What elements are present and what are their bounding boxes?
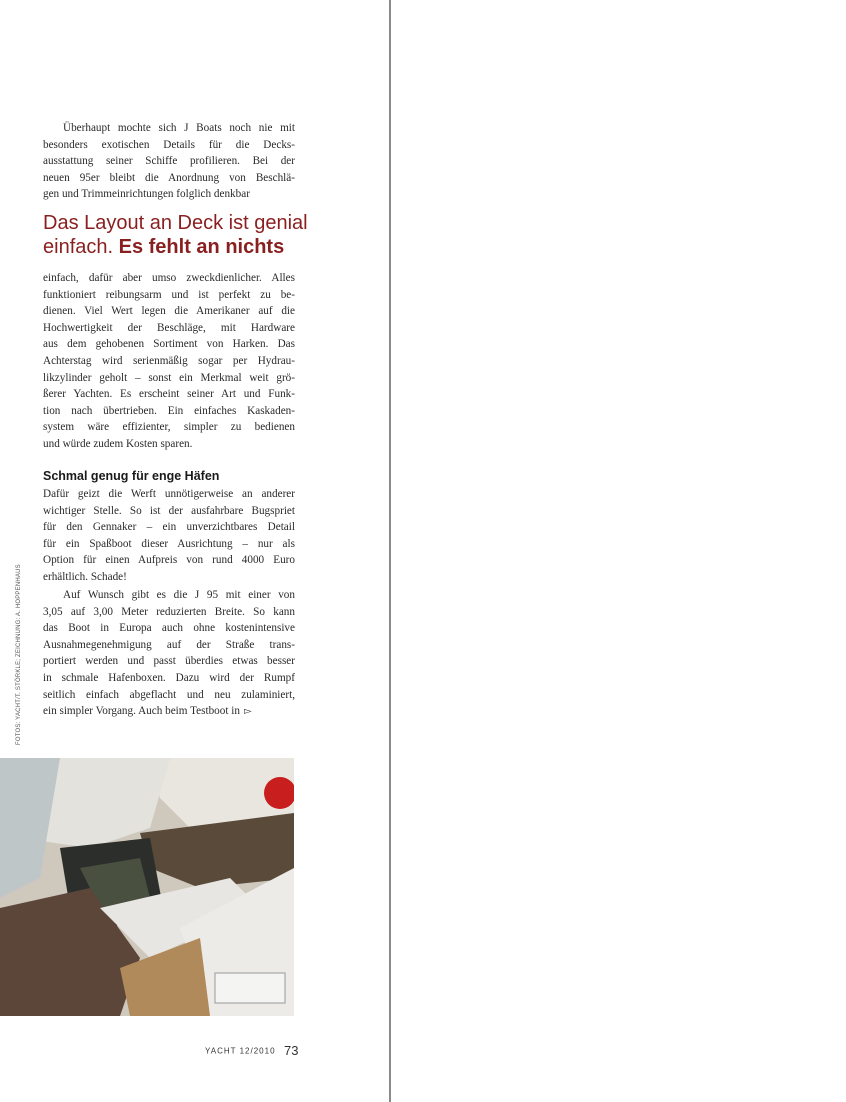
page-footer bbox=[205, 1042, 298, 1060]
continue-arrow-icon: ▻ bbox=[243, 706, 252, 718]
text-line: gen und Trimmeinrichtungen folglich denkbar bbox=[43, 188, 250, 201]
text-line: wichtiger Stelle. So ist der ausfahrbare Bugspriet bbox=[43, 504, 295, 517]
engine-photo-illustration bbox=[0, 758, 294, 1016]
text-line: dienen. Viel Wert legen die Amerikaner auf die bbox=[43, 305, 295, 318]
text-line: aus dem gehobenen Sortiment von Harken. Das bbox=[43, 338, 295, 351]
text-line: Hochwertigkeit der Beschläge, mit Hardware bbox=[43, 321, 295, 334]
text-line: Überhaupt mochte sich J Boats noch nie mit bbox=[63, 122, 295, 134]
text-line: besonders exotischen Details für die Decks- bbox=[43, 138, 295, 151]
text-line: und würde zudem Kosten sparen. bbox=[43, 437, 193, 450]
paragraph-deck-layout bbox=[43, 270, 295, 453]
pullquote-line2-regular: einfach. bbox=[43, 236, 114, 258]
text-line: in schmale Hafenboxen. Dazu wird der Rumpf bbox=[43, 671, 295, 684]
page-number: 73 bbox=[283, 1043, 299, 1059]
text-line: Auf Wunsch gibt es die J 95 mit einer von bbox=[63, 589, 295, 601]
pullquote bbox=[43, 211, 313, 259]
text-line: Dafür geizt die Werft unnötigerweise an anderer bbox=[43, 488, 295, 500]
text-line: das Boot in Europa auch ohne kostenintensive bbox=[43, 622, 295, 635]
text-line: für den Gennaker – ein unverzichtbares Detail bbox=[43, 521, 295, 534]
text-line: einfach, dafür aber umso zweckdienlicher. Alles bbox=[43, 272, 295, 284]
paragraph-bowsprit bbox=[43, 486, 295, 586]
text-line: für ein Spaßboot dieser Ausrichtung – nur als bbox=[43, 537, 295, 550]
text-line: funktioniert reibungsarm und ist perfekt zu be- bbox=[43, 288, 295, 301]
text-line: 3,05 auf 3,00 Meter reduzierten Breite. So kann bbox=[43, 605, 295, 618]
text-line: system wäre effizienter, simpler zu bedienen bbox=[43, 421, 295, 434]
text-line: ein simpler Vorgang. Auch beim Testboot in ▻ bbox=[43, 705, 252, 718]
text-line: Option für einen Aufpreis von rund 4000 Euro bbox=[43, 554, 295, 567]
photo-credit: FOTOS: YACHT/T. STÖRKLE; ZEICHNUNG: A. HOPPENHAUS bbox=[16, 564, 22, 745]
text-line: seitlich einfach abgeflacht und neu zulaminiert, bbox=[43, 688, 295, 701]
page-gutter-line bbox=[389, 0, 391, 1102]
pullquote-line2-bold: Es fehlt an nichts bbox=[118, 236, 285, 258]
text-line: likzylinder geholt – sonst ein Merkmal weit grö- bbox=[43, 371, 295, 384]
text-line: portiert werden und passt überdies etwas besser bbox=[43, 655, 295, 668]
text-line: ßerer Yachten. Es erscheint seiner Art und Funk- bbox=[43, 388, 295, 401]
text-line: erhältlich. Schade! bbox=[43, 570, 127, 583]
paragraph-intro bbox=[43, 120, 295, 203]
text-line: tion nach übertrieben. Ein einfaches Kaskaden- bbox=[43, 404, 295, 417]
text-line: Ausnahmegenehmigung auf der Straße trans- bbox=[43, 638, 295, 651]
text-line: ausstattung seiner Schiffe profilieren. Bei der bbox=[43, 155, 295, 168]
engine-compartment-photo bbox=[0, 758, 294, 1016]
magazine-issue: YACHT 12/2010 bbox=[205, 1046, 276, 1056]
pullquote-line1: Das Layout an Deck ist genial bbox=[43, 212, 308, 234]
text-line: neuen 95er bleibt die Anordnung von Beschlä- bbox=[43, 171, 295, 184]
section-subheading: Schmal genug für enge Häfen bbox=[43, 469, 220, 483]
paragraph-width bbox=[43, 587, 295, 721]
text-line: Achterstag wird serienmäßig sogar per Hydrau- bbox=[43, 354, 295, 367]
